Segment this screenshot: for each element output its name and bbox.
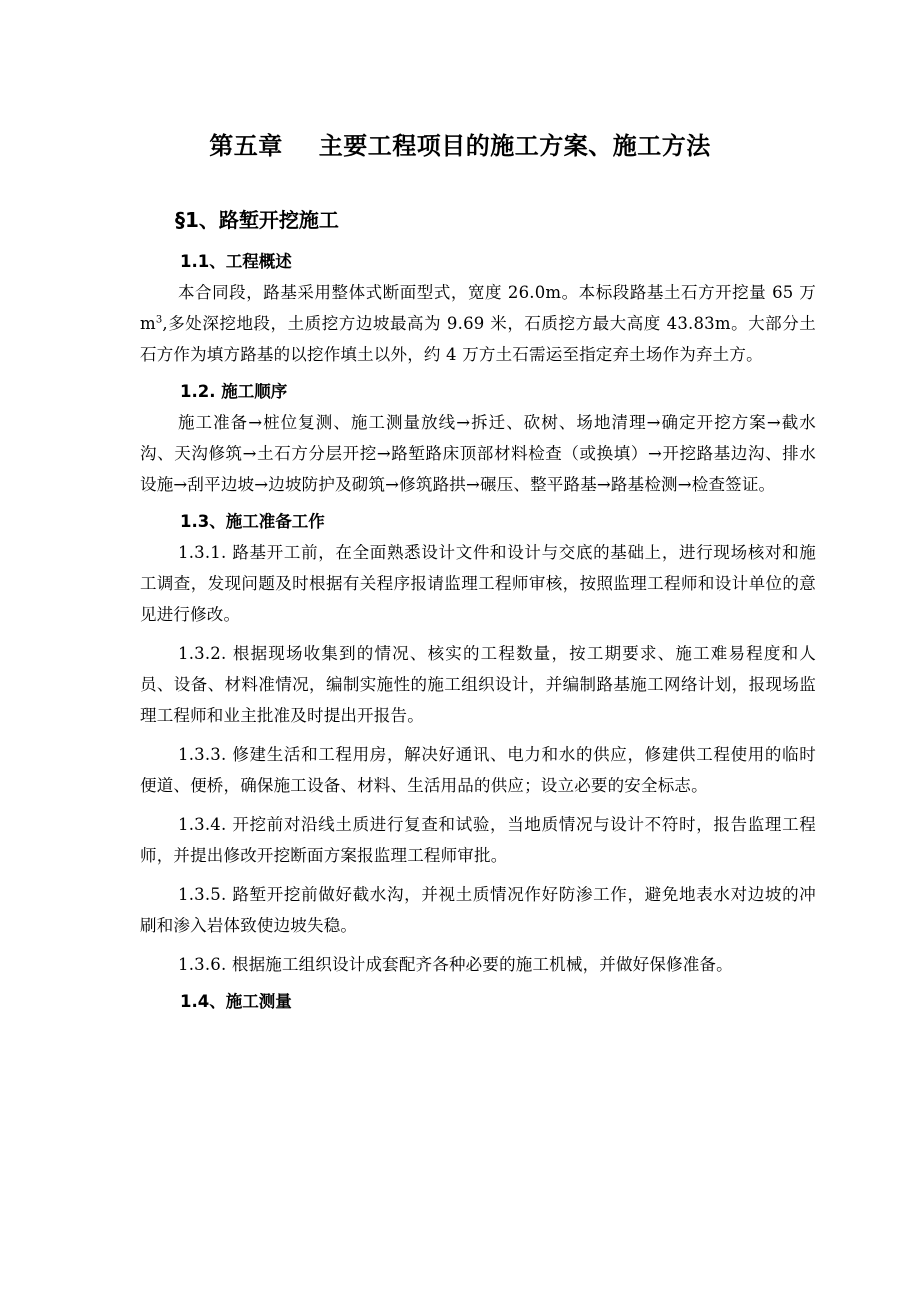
paragraph-overview	[140, 277, 816, 370]
paragraph-1-3-6: 1.3.6. 根据施工组织设计成套配齐各种必要的施工机械，并做好保修准备。	[178, 955, 733, 974]
superscript-cubic: 3	[155, 314, 163, 326]
paragraph-1-3-2: 1.3.2. 根据现场收集到的情况、核实的工程数量，按工期要求、施工难易程度和人员、设备、材料准情况，编制实施性的施工组织设计，并编制路基施工网络计划，报现场监理工程师和业主批准及时提出开报告。	[140, 644, 816, 725]
paragraph-1-3-5: 1.3.5. 路堑开挖前做好截水沟，并视土质情况作好防渗工作，避免地表水对边坡的冲刷和渗入岩体致使边坡失稳。	[140, 885, 816, 935]
section-title: §1、路堑开挖施工	[175, 208, 339, 232]
paragraph-overview-part1: 本合同段，路基采用整体式断面型式，宽度 26.0m。本标段路基土石方开挖量 65 万 m	[140, 283, 816, 333]
chapter-name: 主要工程项目的施工方案、施工方法	[318, 132, 711, 160]
chapter-number: 第五章	[209, 132, 283, 160]
chapter-title	[0, 128, 920, 164]
subsection-title-1-2: 1.2. 施工顺序	[180, 382, 288, 401]
subsection-title-1-1: 1.1、工程概述	[180, 252, 292, 271]
subsection-title-1-3: 1.3、施工准备工作	[180, 512, 325, 531]
paragraph-1-3-3: 1.3.3. 修建生活和工程用房，解决好通讯、电力和水的供应，修建供工程使用的临时便道、便桥，确保施工设备、材料、生活用品的供应；设立必要的安全标志。	[140, 745, 816, 795]
document-body	[140, 246, 816, 1017]
paragraph-overview-part2: ,多处深挖地段，土质挖方边坡最高为 9.69 米，石质挖方最大高度 43.83m。大部分土石方作为填方路基的以挖作填土以外，约 4 万方土石需运至指定弃土场作为弃土方。	[140, 314, 816, 364]
paragraph-1-3-1: 1.3.1. 路基开工前，在全面熟悉设计文件和设计与交底的基础上，进行现场核对和施工调查，发现问题及时根据有关程序报请监理工程师审核，按照监理工程师和设计单位的意见进行修改。	[140, 543, 816, 624]
subsection-title-1-4: 1.4、施工测量	[180, 992, 292, 1011]
paragraph-1-3-4: 1.3.4. 开挖前对沿线土质进行复查和试验，当地质情况与设计不符时，报告监理工程师，并提出修改开挖断面方案报监理工程师审批。	[140, 815, 816, 865]
paragraph-sequence: 施工准备→桩位复测、施工测量放线→拆迁、砍树、场地清理→确定开挖方案→截水沟、天沟修筑→土石方分层开挖→路堑路床顶部材料检查（或换填）→开挖路基边沟、排水设施→刮平边坡→边坡防护及砌筑→修筑路拱→碾压、整平路基→路基检测→检查签证。	[140, 413, 816, 494]
